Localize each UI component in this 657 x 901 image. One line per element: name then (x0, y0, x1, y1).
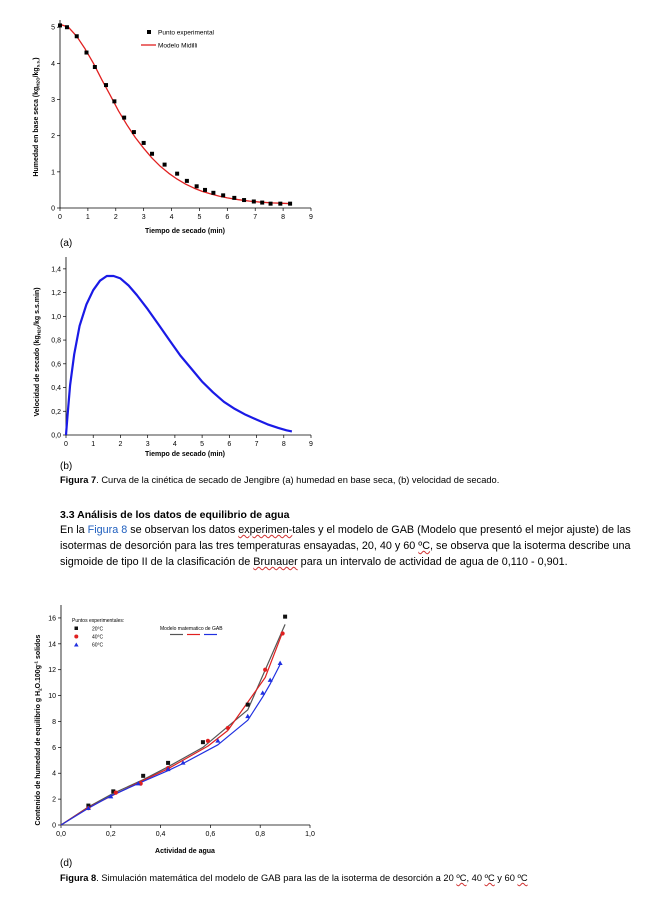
data-point-40c (206, 739, 210, 743)
data-point-40c (281, 631, 285, 635)
x-tick-label: 0,0 (56, 831, 66, 838)
legend-model (160, 626, 223, 635)
x-tick-label: 1 (91, 441, 96, 448)
x-tick-label: 7 (253, 214, 258, 221)
data-point-experimental (150, 152, 154, 156)
data-point-experimental (203, 188, 207, 192)
figure-8-caption-label: Figura 8 (60, 873, 97, 883)
y-tick-label: 14 (48, 641, 56, 649)
y-tick-label: 0,6 (51, 361, 61, 369)
y-tick-label: 0,0 (51, 432, 61, 440)
y-tick-label: 10 (48, 693, 56, 701)
legend-model-title: Modelo matematico de GAB (160, 626, 223, 632)
data-point-experimental (104, 83, 108, 87)
series-line-drying-rate (66, 276, 292, 435)
data-point-20c (246, 703, 250, 707)
model-line-40c (61, 632, 283, 825)
section-heading: 3.3 Análisis de los datos de equilibrio de agua (60, 509, 290, 521)
legend (141, 30, 215, 50)
x-tick-label: 0,2 (105, 831, 116, 838)
y-tick-label: 2 (52, 796, 56, 804)
x-tick-label: 6 (227, 441, 232, 448)
data-point-experimental (232, 196, 236, 200)
data-point-experimental (252, 199, 256, 203)
y-tick-label: 16 (48, 615, 56, 623)
data-point-experimental (58, 23, 62, 27)
y-tick-label: 0,4 (51, 385, 61, 393)
data-point-experimental (260, 201, 264, 205)
data-point-experimental (185, 179, 189, 183)
panel-label-b: (b) (60, 461, 73, 472)
legend-marker-40c (74, 635, 78, 639)
data-point-40c (263, 668, 267, 672)
chart-desorption-isotherm (0, 600, 340, 858)
legend-marker-60c (74, 643, 79, 647)
data-point-experimental (195, 184, 199, 188)
legend-label-60c: 60°C (92, 642, 104, 649)
data-point-20c (166, 761, 170, 765)
series-line-modelo-midilli (60, 24, 292, 203)
x-axis-label: Tiempo de secado (min) (145, 451, 225, 458)
x-tick-label: 0,8 (255, 831, 266, 838)
y-tick-label: 4 (52, 770, 56, 778)
legend-marker-20c (75, 627, 79, 631)
data-point-20c (283, 615, 287, 619)
y-tick-label: 0,2 (51, 408, 61, 416)
x-tick-label: 1,0 (305, 831, 315, 838)
x-tick-label: 3 (141, 214, 146, 221)
x-tick-label: 8 (281, 441, 286, 448)
data-point-experimental (269, 202, 273, 206)
y-axis-label: Contenido de humedad de equilibrio g $H_2O.100g^{-1}$ solidos (33, 634, 43, 826)
section-paragraph: En la Figura 8 se observan los datos experimen-tales y el modelo de GAB (Modelo que presentó el mejor ajuste) de las isotermas de desorción para las tres temperaturas ensayadas, 20, 40 y 60 ºC, se observa que la isoterma describe una sigmoide de tipo II de la clasificación de Brunauer para un intervalo de actividad de agua de 0,110 - 0,901. (60, 524, 631, 568)
x-tick-label: 1 (85, 214, 90, 221)
y-tick-label: 6 (52, 744, 56, 752)
x-tick-label: 0,4 (155, 831, 166, 838)
legend-label-model: Modelo Midilli (158, 42, 198, 50)
data-point-20c (201, 740, 205, 744)
y-tick-label: 8 (52, 718, 56, 726)
data-point-40c (114, 791, 118, 795)
y-tick-label: 1 (51, 169, 55, 177)
data-point-experimental (65, 25, 69, 29)
x-tick-label: 9 (309, 214, 313, 221)
data-point-experimental (132, 130, 136, 134)
data-point-40c (226, 726, 230, 730)
figure-7-caption (60, 475, 499, 485)
x-tick-label: 5 (197, 214, 202, 221)
figure-7-caption-label: Figura 7 (60, 475, 97, 485)
x-tick-label: 6 (225, 214, 230, 221)
data-point-experimental (242, 198, 246, 202)
x-tick-label: 5 (200, 441, 205, 448)
x-tick-label: 0 (58, 214, 62, 221)
data-point-experimental (163, 163, 167, 167)
chart-drying-rate (0, 255, 340, 458)
data-point-20c (141, 774, 145, 778)
x-tick-label: 7 (254, 441, 259, 448)
x-axis-label: Tiempo de secado (min) (145, 228, 225, 235)
legend-label-40c: 40°C (92, 634, 104, 641)
y-tick-label: 0 (51, 205, 55, 213)
y-tick-label: 0,8 (51, 337, 61, 345)
panel-label-a: (a) (60, 238, 73, 249)
data-point-experimental (84, 51, 88, 55)
y-tick-label: 5 (51, 24, 55, 32)
figure-8-link[interactable]: Figura 8 (87, 524, 128, 536)
model-line-60c (61, 665, 280, 826)
data-point-experimental (211, 191, 215, 195)
y-tick-label: 12 (48, 667, 56, 675)
y-axis-label: Velocidad de secado ($kg_{H2O}/kg$ s.s.min) (34, 287, 42, 417)
x-tick-label: 9 (309, 441, 313, 448)
y-tick-label: 1,2 (51, 290, 61, 298)
y-tick-label: 2 (51, 133, 55, 141)
x-tick-label: 2 (113, 214, 118, 221)
x-tick-label: 0 (64, 441, 68, 448)
legend-label-20c: 20°C (92, 626, 104, 633)
data-point-experimental (93, 65, 97, 69)
data-point-experimental (142, 141, 146, 145)
x-tick-label: 4 (172, 441, 177, 448)
data-point-experimental (221, 193, 225, 197)
y-tick-label: 3 (51, 97, 55, 105)
data-point-experimental (112, 99, 116, 103)
x-tick-label: 3 (145, 441, 150, 448)
y-tick-label: 0 (52, 822, 56, 830)
chart-drying-moisture (0, 18, 340, 238)
y-tick-label: 4 (51, 60, 55, 68)
data-point-experimental (278, 202, 282, 206)
x-axis-label: Actividad de agua (155, 848, 215, 855)
model-line-20c (61, 624, 285, 825)
legend-points-title: Puntos experimentales: (72, 618, 125, 624)
data-point-experimental (122, 116, 126, 120)
y-tick-label: 1,0 (51, 313, 61, 321)
x-tick-label: 2 (118, 441, 123, 448)
legend-points (72, 618, 124, 649)
data-point-experimental (288, 202, 292, 206)
data-point-60c (278, 661, 283, 665)
y-tick-label: 1,4 (51, 266, 61, 274)
data-point-experimental (175, 172, 179, 176)
x-tick-label: 0,6 (205, 831, 216, 838)
x-tick-label: 4 (169, 214, 174, 221)
data-point-experimental (75, 34, 79, 38)
x-tick-label: 8 (281, 214, 286, 221)
panel-label-d: (d) (60, 858, 73, 869)
data-point-60c (245, 714, 250, 718)
figure-8-caption: Figura 8. Simulación matemática del modelo de GAB para las de la isoterma de desorción a 20 ºC, 40 ºC y 60 ºC (60, 873, 528, 883)
figure-7-caption-text: . Curva de la cinética de secado de Jengibre (a) humedad en base seca, (b) velocidad de secado. (96, 475, 500, 485)
legend-marker-points (147, 30, 151, 34)
y-axis-label: Humedad en base seca $(kg_{H2O}/kg_{s.s.})$ (33, 57, 41, 177)
data-point-60c (260, 690, 265, 694)
legend-label-points: Punto experimental (158, 29, 215, 37)
